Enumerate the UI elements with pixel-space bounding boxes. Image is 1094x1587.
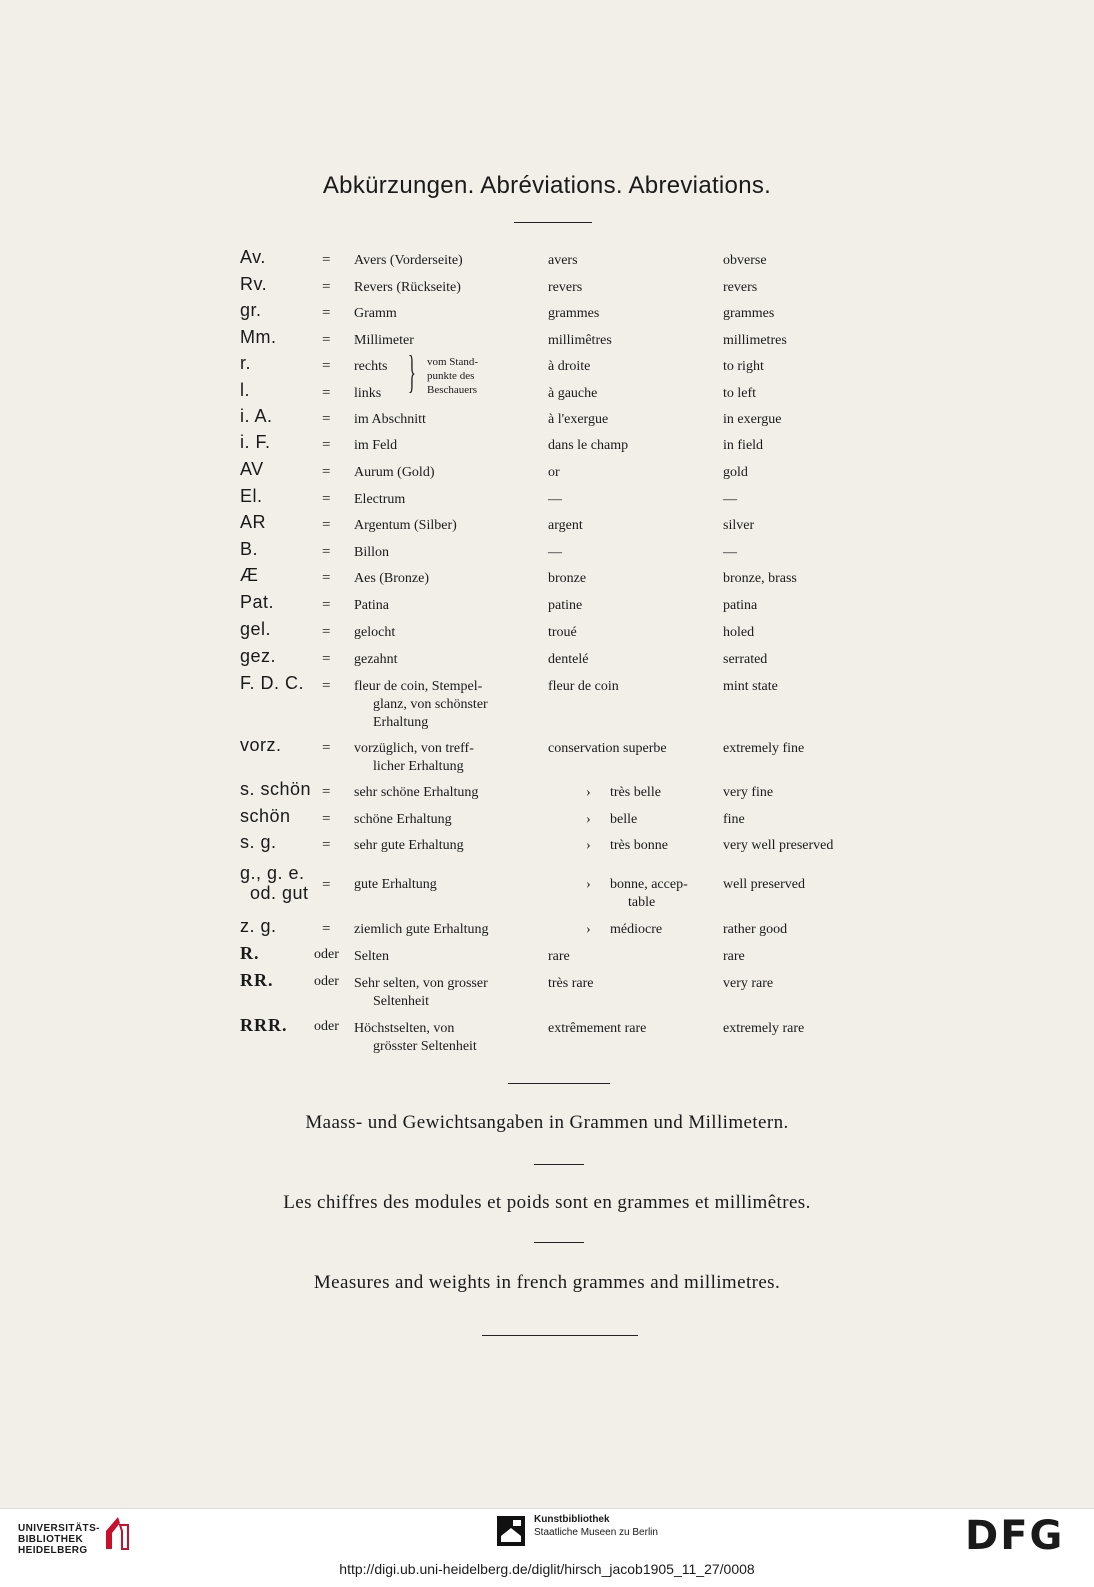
abbreviation: vorz. <box>240 735 282 755</box>
german-line: gelocht <box>354 625 396 640</box>
french-translation <box>548 544 718 562</box>
divider-rule <box>508 1083 610 1084</box>
brace-line: punkte des <box>427 370 475 382</box>
abbreviation: RRR. <box>240 1015 288 1035</box>
french-line: revers <box>548 280 583 295</box>
french-translation <box>548 597 718 615</box>
abbreviation: Pat. <box>240 592 275 612</box>
abbreviation: l. <box>240 380 250 400</box>
german-description <box>354 597 534 615</box>
uni-heidelberg-label <box>18 1523 100 1556</box>
french-line: dentelé <box>548 652 589 667</box>
german-description <box>354 740 534 776</box>
separator: = <box>322 678 331 694</box>
divider-rule <box>534 1164 584 1165</box>
french-line: très bonne <box>610 838 668 853</box>
brace-symbol: } <box>408 346 416 397</box>
french-translation <box>548 437 718 455</box>
separator: = <box>322 811 331 827</box>
abbreviation: AV <box>240 459 264 479</box>
dfg-logo[interactable]: DFG <box>965 1513 1065 1559</box>
english-translation: in exergue <box>723 412 782 427</box>
french-translation <box>548 624 718 642</box>
french-translation <box>548 464 718 482</box>
french-line: bronze <box>548 571 587 586</box>
kb-line: Staatliche Museen zu Berlin <box>534 1527 658 1538</box>
german-line: im Abschnitt <box>354 412 426 427</box>
uni-line: UNIVERSITÄTS- <box>18 1523 100 1534</box>
english-translation: grammes <box>723 306 775 321</box>
ditto-mark: › <box>586 812 591 827</box>
separator: = <box>322 921 331 937</box>
abbreviation: s. schön <box>240 779 312 799</box>
french-translation <box>548 252 718 270</box>
separator: = <box>322 358 331 374</box>
separator: = <box>322 252 331 268</box>
german-line: grösster Seltenheit <box>373 1039 477 1054</box>
abbreviation: g., g. e. <box>240 863 305 883</box>
separator: = <box>322 437 331 453</box>
german-line: links <box>354 386 382 401</box>
german-line: Aurum (Gold) <box>354 465 435 480</box>
english-translation: well preserved <box>723 877 806 892</box>
french-line: à droite <box>548 359 591 374</box>
german-line: im Feld <box>354 438 398 453</box>
french-line: à l'exergue <box>548 412 609 427</box>
english-translation: serrated <box>723 652 768 667</box>
brace-note <box>427 355 507 397</box>
french-translation <box>548 279 718 297</box>
german-line: Argentum (Silber) <box>354 518 457 533</box>
german-line: glanz, von schönster <box>373 697 488 712</box>
separator: = <box>322 411 331 427</box>
french-line: à gauche <box>548 386 598 401</box>
english-translation: rare <box>723 949 745 964</box>
abbreviation: Av. <box>240 247 266 267</box>
german-description <box>354 517 534 535</box>
english-translation: — <box>723 492 737 507</box>
german-description <box>354 837 534 855</box>
abbreviation: gel. <box>240 619 272 639</box>
abbreviation: B. <box>240 539 259 559</box>
ditto-mark: › <box>586 785 591 800</box>
german-description <box>354 464 534 482</box>
german-line: gezahnt <box>354 652 398 667</box>
abbreviation: i. A. <box>240 406 273 426</box>
english-translation: to right <box>723 359 764 374</box>
ditto-mark: › <box>586 922 591 937</box>
french-translation <box>548 975 718 993</box>
english-translation: silver <box>723 518 755 533</box>
uni-heidelberg-logo-icon[interactable] <box>98 1513 132 1553</box>
french-line: conservation superbe <box>548 741 667 756</box>
french-translation <box>548 517 718 535</box>
abbreviation: F. D. C. <box>240 673 305 693</box>
english-translation: extremely fine <box>723 741 805 756</box>
french-translation <box>548 1020 718 1038</box>
french-translation <box>548 385 718 403</box>
separator: = <box>322 740 331 756</box>
german-description <box>354 252 534 270</box>
abbreviation: gez. <box>240 646 277 666</box>
brace-line: vom Stand- <box>427 356 479 368</box>
end-rule <box>482 1335 638 1336</box>
footer-bar <box>0 1508 1094 1587</box>
german-line: sehr schöne Erhaltung <box>354 785 479 800</box>
french-line: — <box>548 492 562 507</box>
abbreviation: R. <box>240 943 260 963</box>
french-line: argent <box>548 518 583 533</box>
abbreviation-alt: od. gut <box>250 883 309 903</box>
german-description <box>354 921 534 939</box>
german-description <box>354 975 534 1011</box>
french-line: très belle <box>610 785 661 800</box>
german-description <box>354 1020 534 1056</box>
german-line: Sehr selten, von grosser <box>354 976 488 991</box>
french-translation <box>548 358 718 376</box>
french-line: table <box>628 895 656 910</box>
separator: = <box>322 464 331 480</box>
english-translation: — <box>723 545 737 560</box>
german-line: Revers (Rückseite) <box>354 280 461 295</box>
french-line: millimêtres <box>548 333 612 348</box>
abbreviation: gr. <box>240 300 262 320</box>
german-line: ziemlich gute Erhaltung <box>354 922 489 937</box>
french-line: patine <box>548 598 583 613</box>
french-line: très rare <box>548 976 594 991</box>
german-line: Seltenheit <box>373 994 429 1009</box>
english-translation: mint state <box>723 679 778 694</box>
english-translation: very well preserved <box>723 838 834 853</box>
separator: oder <box>314 974 339 989</box>
kunstbibliothek-label <box>534 1513 658 1539</box>
german-line: schöne Erhaltung <box>354 812 452 827</box>
french-translation <box>548 332 718 350</box>
french-translation <box>548 948 718 966</box>
german-description <box>354 811 534 829</box>
english-translation: revers <box>723 280 758 295</box>
german-description <box>354 784 534 802</box>
heading-rule <box>514 222 592 223</box>
german-description <box>354 279 534 297</box>
note-german: Maass- und Gewichtsangaben in Grammen und Millimetern. <box>305 1112 789 1133</box>
german-description <box>354 491 534 509</box>
separator: = <box>322 279 331 295</box>
german-line: Erhaltung <box>373 715 429 730</box>
brace-line: Beschauers <box>427 384 478 396</box>
abbreviation: schön <box>240 806 291 826</box>
german-description <box>354 948 534 966</box>
german-description <box>354 305 534 323</box>
german-description <box>354 651 534 669</box>
german-description <box>354 544 534 562</box>
german-line: Höchstselten, von <box>354 1021 455 1036</box>
french-line: grammes <box>548 306 600 321</box>
french-line: belle <box>610 812 638 827</box>
separator: = <box>322 517 331 533</box>
english-translation: patina <box>723 598 758 613</box>
separator: = <box>322 305 331 321</box>
french-line: bonne, accep- <box>610 877 688 892</box>
english-translation: in field <box>723 438 764 453</box>
german-line: licher Erhaltung <box>373 759 464 774</box>
french-line: troué <box>548 625 577 640</box>
french-translation <box>548 411 718 429</box>
french-line: dans le champ <box>548 438 629 453</box>
french-translation <box>548 491 718 509</box>
note-french: Les chiffres des modules et poids sont en grammes et millimêtres. <box>283 1192 811 1213</box>
english-translation: gold <box>723 465 748 480</box>
german-description <box>354 570 534 588</box>
french-line: fleur de coin <box>548 679 619 694</box>
note-english: Measures and weights in french grammes and millimetres. <box>313 1272 781 1293</box>
french-translation <box>548 651 718 669</box>
separator: oder <box>314 1019 339 1034</box>
abbreviation: El. <box>240 486 263 506</box>
german-description <box>354 437 534 455</box>
french-line: rare <box>548 949 570 964</box>
separator: = <box>322 784 331 800</box>
french-translation <box>548 570 718 588</box>
separator: oder <box>314 947 339 962</box>
separator: = <box>322 332 331 348</box>
separator: = <box>322 570 331 586</box>
uni-line: BIBLIOTHEK <box>18 1534 84 1545</box>
german-line: rechts <box>354 359 388 374</box>
english-translation: bronze, brass <box>723 571 797 586</box>
german-line: Billon <box>354 545 390 560</box>
ditto-mark: › <box>586 838 591 853</box>
german-line: sehr gute Erhaltung <box>354 838 464 853</box>
abbreviation: Mm. <box>240 327 277 347</box>
english-translation: fine <box>723 812 745 827</box>
english-translation: very rare <box>723 976 774 991</box>
french-translation <box>548 678 718 696</box>
abbreviation: s. g. <box>240 832 277 852</box>
german-line: Aes (Bronze) <box>354 571 430 586</box>
german-line: Selten <box>354 949 389 964</box>
french-translation <box>548 740 718 758</box>
abbreviation: z. g. <box>240 916 277 936</box>
french-line: — <box>548 545 562 560</box>
german-line: Electrum <box>354 492 406 507</box>
german-description <box>354 678 534 732</box>
separator: = <box>322 491 331 507</box>
separator: = <box>322 624 331 640</box>
french-translation <box>548 305 718 323</box>
abbreviation: Æ <box>240 565 259 585</box>
separator: = <box>322 651 331 667</box>
separator: = <box>322 837 331 853</box>
english-translation: rather good <box>723 922 788 937</box>
german-line: gute Erhaltung <box>354 877 437 892</box>
german-line: fleur de coin, Stempel- <box>354 679 483 694</box>
english-translation: holed <box>723 625 755 640</box>
french-line: or <box>548 465 560 480</box>
abbreviation: i. F. <box>240 432 271 452</box>
abbreviation: AR <box>240 512 267 532</box>
separator: = <box>322 597 331 613</box>
german-description <box>354 411 534 429</box>
german-line: Avers (Vorderseite) <box>354 253 463 268</box>
german-description <box>354 624 534 642</box>
german-line: Millimeter <box>354 333 414 348</box>
kb-line: Kunstbibliothek <box>534 1514 610 1525</box>
german-description <box>354 876 534 894</box>
separator: = <box>322 877 331 893</box>
abbreviation: Rv. <box>240 274 268 294</box>
abbreviation: RR. <box>240 970 274 990</box>
abbreviation: r. <box>240 353 252 373</box>
divider-rule <box>534 1242 584 1243</box>
separator: = <box>322 385 331 401</box>
ditto-mark: › <box>586 877 591 892</box>
german-line: Gramm <box>354 306 397 321</box>
kunstbibliothek-logo-icon[interactable] <box>497 1516 525 1546</box>
french-line: médiocre <box>610 922 663 937</box>
separator: = <box>322 544 331 560</box>
german-line: vorzüglich, von treff- <box>354 741 474 756</box>
french-line: extrêmement rare <box>548 1021 647 1036</box>
english-translation: millimetres <box>723 333 787 348</box>
german-line: Patina <box>354 598 389 613</box>
english-translation: very fine <box>723 785 774 800</box>
english-translation: to left <box>723 386 757 401</box>
german-description <box>354 332 534 350</box>
english-translation: extremely rare <box>723 1021 805 1036</box>
page-heading: Abkürzungen. Abréviations. Abreviations. <box>322 172 772 199</box>
uni-line: HEIDELBERG <box>18 1545 88 1556</box>
english-translation: obverse <box>723 253 767 268</box>
french-line: avers <box>548 253 578 268</box>
source-url[interactable]: http://digi.ub.uni-heidelberg.de/diglit/hirsch_jacob1905_11_27/0008 <box>339 1561 755 1577</box>
